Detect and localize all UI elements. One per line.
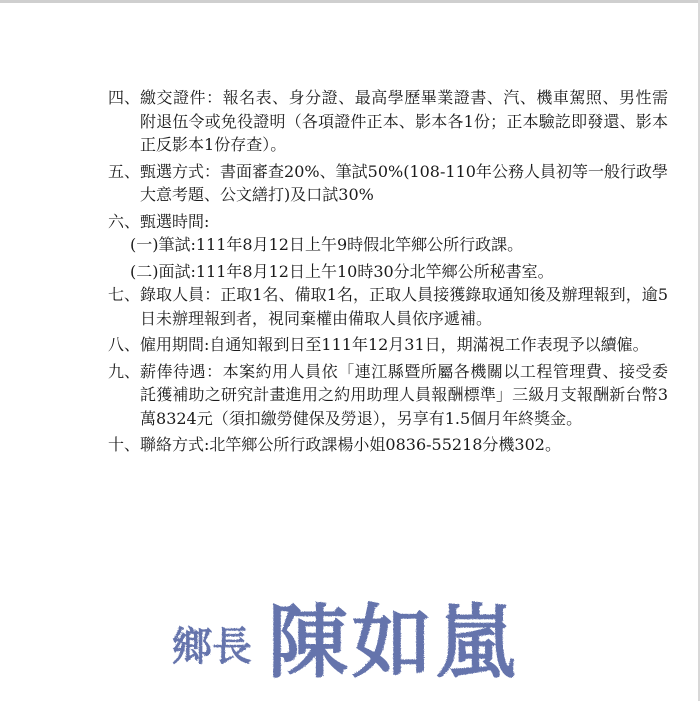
section-text: 甄選時間: bbox=[140, 211, 210, 231]
section-text: 甄選方式：書面審查20%、筆試50%(108-110年公務人員初等一般行政學大意考題、公文繕打)及口試30% bbox=[140, 161, 668, 204]
section-text: 聯絡方式:北竿鄉公所行政課楊小姐0836-55218分機302。 bbox=[140, 435, 561, 454]
section-number: 四、 bbox=[108, 88, 141, 107]
scan-edge-top bbox=[0, 0, 700, 3]
section-10-contact bbox=[108, 433, 668, 457]
section-number: 五、 bbox=[108, 161, 141, 181]
written-exam-schedule: (一)筆試:111年8月12日上午9時假北竿鄉公所行政課。 bbox=[130, 235, 524, 254]
section-text: 繳交證件：報名表、身分證、最高學歷畢業證書、汽、機車駕照、男性需附退伍令或免役證明（各項證件正本、影本各1份；正本驗訖即發還、影本正反影本1份存查）。 bbox=[140, 88, 668, 154]
signature-name: 陳如嵐 bbox=[268, 595, 520, 689]
section-7-admission bbox=[108, 283, 668, 330]
signature-title: 鄉長 bbox=[172, 623, 252, 670]
section-number: 六、 bbox=[108, 211, 141, 231]
section-number: 十、 bbox=[108, 435, 141, 454]
section-6-selection-time bbox=[108, 210, 668, 234]
section-9-salary bbox=[108, 360, 668, 431]
section-text: 薪俸待遇：本案約用人員依「連江縣暨所屬各機關以工程管理費、接受委託獲補助之研究計畫進用之約用助理人員報酬標準」三級月支報酬新台幣3萬8324元（須扣繳勞健保及勞退），另享有1.5個月年終獎金。 bbox=[140, 361, 668, 428]
section-number: 九、 bbox=[108, 361, 141, 381]
interview-schedule: (二)面試:111年8月12日上午10時30分北竿鄉公所秘書室。 bbox=[130, 261, 554, 281]
section-5-selection-method bbox=[108, 160, 668, 207]
document-body bbox=[108, 86, 668, 457]
section-4-documents bbox=[108, 86, 668, 157]
section-8-employment-period bbox=[108, 333, 668, 357]
section-number: 七、 bbox=[108, 285, 141, 304]
official-signature-stamp bbox=[0, 592, 700, 701]
section-text: 僱用期間:自通知報到日至111年12月31日，期滿視工作表現予以續僱。 bbox=[140, 335, 649, 354]
section-text: 錄取人員：正取1名、備取1名，正取人員接獲錄取通知後及辦理報到，逾5日未辦理報到者，視同棄權由備取人員依序遞補。 bbox=[140, 285, 668, 328]
section-number: 八、 bbox=[108, 335, 141, 354]
